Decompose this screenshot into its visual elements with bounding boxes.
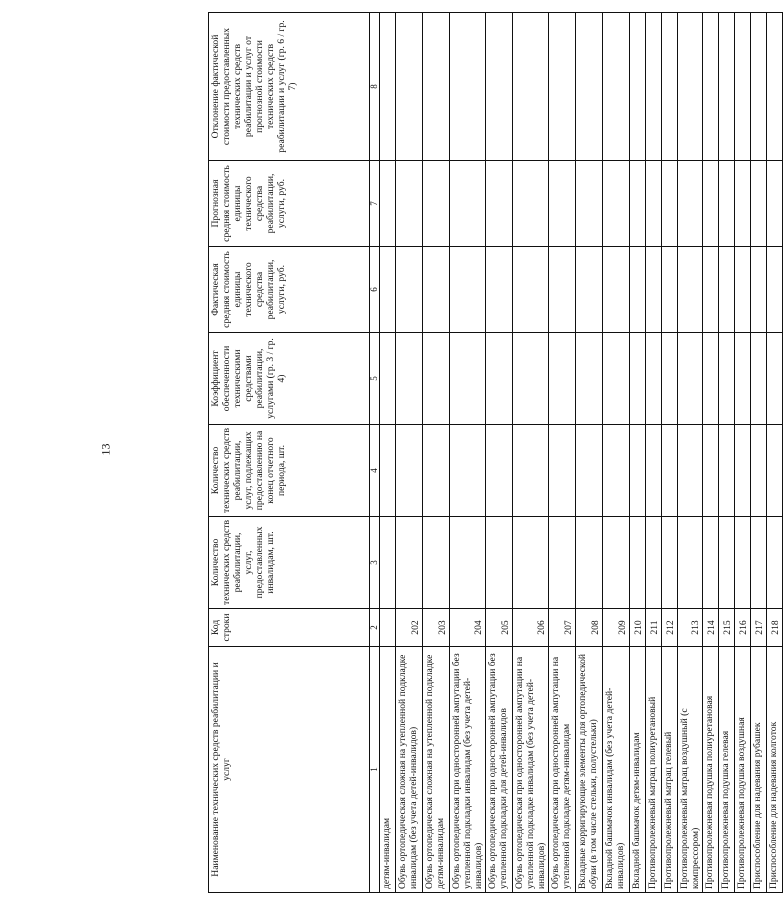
table-row — [646, 13, 662, 893]
row-code: 208 — [576, 609, 603, 647]
row-name: Противопролежневая подушка полиуретановая — [703, 647, 719, 893]
row-name: Обувь ортопедическая сложная на утепленной подкладке детям-инвалидам — [423, 647, 450, 893]
column-number: 4 — [370, 425, 380, 517]
row-name: Приспособление для надевания рубашек — [751, 647, 767, 893]
row-code: 203 — [423, 609, 450, 647]
row-name: Обувь ортопедическая при односторонней ампутации на утепленной подкладке инвалидам (без учета детей-инвалидов) — [513, 647, 549, 893]
column-number: 6 — [370, 247, 380, 333]
row-name: Противопролежневая подушка воздушная — [735, 647, 751, 893]
row-code: 217 — [751, 609, 767, 647]
row-name: Обувь ортопедическая при односторонней ампутации на утепленной подкладке детям-инвалидам — [549, 647, 576, 893]
header-actual-cost: Фактическая средняя стоимость единицы технического средства реабилитации, услуги, руб. — [209, 247, 370, 333]
column-number: 3 — [370, 517, 380, 609]
table-row — [396, 13, 423, 893]
row-name: Вкладной башмачок инвалидам (без учета детей-инвалидов) — [603, 647, 630, 893]
row-name: Противопролежневый матрац воздушный (с компрессором) — [678, 647, 703, 893]
table-row — [380, 13, 396, 893]
row-name: Вкладной башмачок детям-инвалидам — [630, 647, 646, 893]
header-provided: Количество технических средств реабилитации, услуг, предоставленных инвалидам, шт. — [209, 517, 370, 609]
row-code: 211 — [646, 609, 662, 647]
column-number: 5 — [370, 333, 380, 425]
row-code: 218 — [767, 609, 783, 647]
table-row — [678, 13, 703, 893]
row-name: детям-инвалидам — [380, 647, 396, 893]
header-name: Наименование технических средств реабилитации и услуг — [209, 647, 370, 893]
column-number-row — [370, 13, 380, 893]
row-code: 216 — [735, 609, 751, 647]
table-row — [549, 13, 576, 893]
row-name: Обувь ортопедическая при односторонней ампутации без утепленной подкладки инвалидам (без учета детей-инвалидов) — [450, 647, 486, 893]
table-row — [767, 13, 783, 893]
table-row — [719, 13, 735, 893]
row-code: 209 — [603, 609, 630, 647]
column-number: 1 — [370, 647, 380, 893]
row-name: Противопролежневая подушка гелевая — [719, 647, 735, 893]
table-row — [486, 13, 513, 893]
row-code: 202 — [396, 609, 423, 647]
table-row — [630, 13, 646, 893]
page-number: 13 — [98, 443, 113, 456]
header-deviation: Отклонение фактической стоимости предоставленных технических средств реабилитации и услуг от прогнозной стоимости технических средств реабилитации и услуг (гр. 6 / гр. 7) — [209, 13, 370, 161]
row-code: 210 — [630, 609, 646, 647]
header-row — [209, 13, 370, 893]
column-number: 8 — [370, 13, 380, 161]
row-code — [380, 609, 396, 647]
row-code: 213 — [678, 609, 703, 647]
row-name: Приспособление для надевания колготок — [767, 647, 783, 893]
row-name: Противопролежневый матрац гелевый — [662, 647, 678, 893]
header-code: Код строки — [209, 609, 370, 647]
row-name: Обувь ортопедическая при односторонней ампутации без утепленной подкладки для детей-инвалидов — [486, 647, 513, 893]
rotated-table-wrapper — [208, 13, 781, 893]
row-name: Обувь ортопедическая сложная на утепленной подкладке инвалидам (без учета детей-инвалидов) — [396, 647, 423, 893]
table-row — [735, 13, 751, 893]
table-row — [751, 13, 767, 893]
table-row — [576, 13, 603, 893]
row-code: 214 — [703, 609, 719, 647]
row-code: 212 — [662, 609, 678, 647]
header-coefficient: Коэффициент обеспеченности техническими средствами реабилитации, услугами (гр. 3 / гр. 4) — [209, 333, 370, 425]
row-name: Противопролежневый матрац полиуретановый — [646, 647, 662, 893]
rehab-means-table — [208, 12, 783, 893]
table-row — [703, 13, 719, 893]
row-code: 206 — [513, 609, 549, 647]
row-code: 205 — [486, 609, 513, 647]
header-forecast-cost: Прогнозная средняя стоимость единицы технического средства реабилитации, услуги, руб. — [209, 161, 370, 247]
table-row — [423, 13, 450, 893]
table-row — [450, 13, 486, 893]
table-row — [662, 13, 678, 893]
header-due: Количество технических средств реабилитации, услуг, подлежащих предоставлению на конец отчетного периода, шт. — [209, 425, 370, 517]
table-row — [513, 13, 549, 893]
table-row — [603, 13, 630, 893]
row-code: 207 — [549, 609, 576, 647]
row-code: 215 — [719, 609, 735, 647]
column-number: 2 — [370, 609, 380, 647]
column-number: 7 — [370, 161, 380, 247]
row-name: Вкладные корригирующие элементы для ортопедической обуви (в том числе стельки, полустельки) — [576, 647, 603, 893]
row-code: 204 — [450, 609, 486, 647]
